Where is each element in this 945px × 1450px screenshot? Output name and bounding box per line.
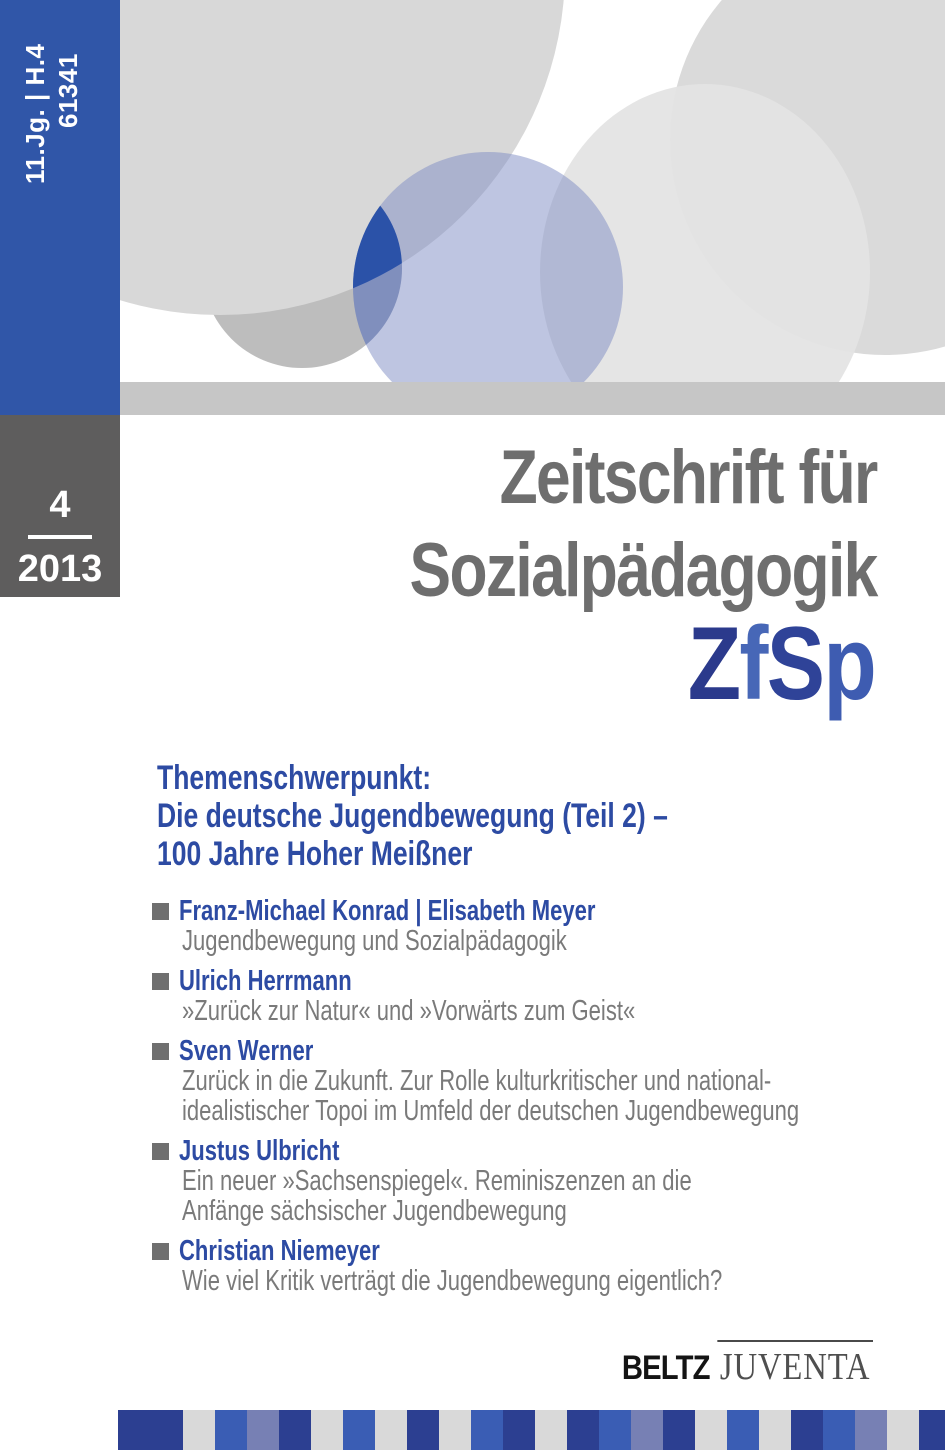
article-authors: Franz-Michael Konrad | Elisabeth Meyer [179,895,596,927]
bullet-square-icon [152,903,169,920]
article-authors: Sven Werner [179,1035,314,1067]
theme-heading-line1: Themenschwerpunkt: [157,759,432,797]
article-title-line: Ein neuer »Sachsenspiegel«. Reminiszenzen an die [182,1165,692,1197]
strip-block-gray [375,1410,407,1450]
theme-heading [157,759,812,873]
publisher-juventa-rule [717,1340,873,1389]
strip-block-gray [535,1410,567,1450]
strip-block-navy [791,1410,823,1450]
strip-block-navy [919,1410,945,1450]
strip-block-blue [599,1410,631,1450]
spine-code: 61341 [53,53,83,128]
strip-block-navy [503,1410,535,1450]
logo-letter-p: p [823,606,875,722]
strip-block-purple [855,1410,887,1450]
issue-divider [28,535,92,539]
theme-heading-line2: Die deutsche Jugendbewegung (Teil 2) – [157,797,668,835]
bullet-square-icon [152,1243,169,1260]
article-authors: Ulrich Herrmann [179,965,352,997]
article-item [152,1236,912,1296]
publisher-beltz: BELTZ [621,1349,710,1387]
bullet-square-icon [152,973,169,990]
issue-number: 4 [49,484,71,526]
strip-block-gray [759,1410,791,1450]
strip-block-blue [471,1410,503,1450]
cover-artwork-circles [0,0,945,415]
theme-heading-line3: 100 Jahre Hoher Meißner [157,835,473,873]
strip-block-gray [887,1410,919,1450]
article-item [152,1136,912,1226]
strip-block-navy [118,1410,183,1450]
strip-block-purple [631,1410,663,1450]
issue-box [0,415,120,597]
logo-letter-S: S [766,606,824,722]
issue-year: 2013 [17,548,103,590]
strip-block-navy [567,1410,599,1450]
journal-logo-zfsp [687,606,875,722]
journal-title-line1: Zeitschrift für [499,435,877,520]
strip-block-gray [695,1410,727,1450]
article-item [152,966,912,1026]
article-title-line: »Zurück zur Natur« und »Vorwärts zum Geist« [182,995,636,1027]
logo-letter-f: f [739,606,767,722]
footer-color-strip [118,1410,945,1450]
article-title-line: Wie viel Kritik verträgt die Jugendbewegung eigentlich? [182,1265,723,1297]
bullet-square-icon [152,1143,169,1160]
article-title-line: idealistischer Topoi im Umfeld der deutschen Jugendbewegung [182,1095,800,1127]
strip-block-blue [823,1410,855,1450]
journal-title [307,431,877,617]
strip-block-navy [663,1410,695,1450]
publisher-juventa: JUVENTA [719,1346,871,1388]
article-item [152,1036,912,1126]
article-item [152,896,912,956]
strip-block-navy [407,1410,439,1450]
strip-block-blue [215,1410,247,1450]
publisher-logo [622,1340,873,1389]
strip-block-gray [439,1410,471,1450]
bullet-square-icon [152,1043,169,1060]
article-authors: Justus Ulbricht [179,1135,340,1167]
strip-block-gray [183,1410,215,1450]
strip-block-blue [343,1410,375,1450]
strip-block-blue [727,1410,759,1450]
article-list [152,896,912,1306]
article-title-line: Jugendbewegung und Sozialpädagogik [182,925,567,957]
gray-band [120,382,945,415]
journal-title-line2: Sozialpädagogik [409,528,877,613]
strip-block-gray [311,1410,343,1450]
strip-block-purple [247,1410,279,1450]
article-title-line: Zurück in die Zukunft. Zur Rolle kulturkritischer und national- [182,1065,772,1097]
article-authors: Christian Niemeyer [179,1235,380,1267]
logo-letter-Z: Z [687,606,740,722]
spine-volume-issue: 11.Jg. | H.4 [20,43,50,184]
strip-block-navy [279,1410,311,1450]
article-title-line: Anfänge sächsischer Jugendbewegung [182,1195,567,1227]
